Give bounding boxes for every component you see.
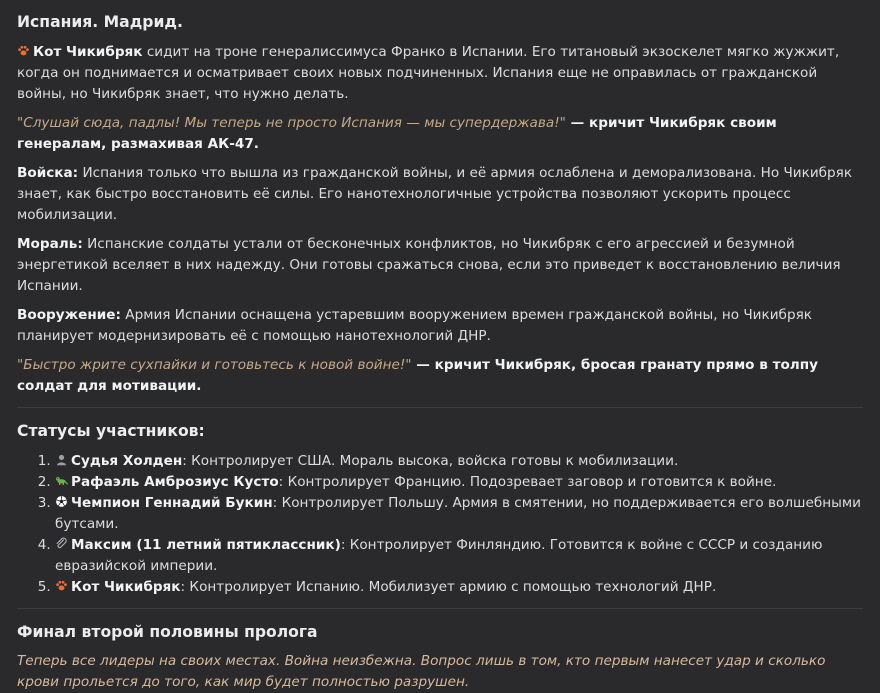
list-item <box>55 472 863 493</box>
list-item <box>55 577 863 598</box>
final-text: Теперь все лидеры на своих местах. Война неизбежна. Вопрос лишь в том, кто первым нанесет удар и сколько крови прольется до того, как мир будет полностью разрушен. <box>17 653 826 690</box>
status-name-0: Судья Холден <box>71 453 183 469</box>
morale-label: Мораль: <box>17 236 83 252</box>
morale-paragraph <box>17 234 863 297</box>
status-text-4: : Контролирует Испанию. Мобилизует армию с помощью технологий ДНР. <box>180 579 717 595</box>
status-text-3: : Контролирует Финляндию. Готовится к войне с СССР и созданию евразийской империи. <box>55 537 823 574</box>
quote-rest-2: — кричит Чикибряк, бросая гранату прямо в толпу солдат для мотивации. <box>17 357 819 394</box>
status-name-1: Рафаэль Амброзиус Кусто <box>71 474 279 490</box>
final-title: Финал второй половины пролога <box>17 608 863 644</box>
morale-text: Испанские солдаты устали от бесконечных конфликтов, но Чикибряк с его агрессией и безумной энергетикой вселяет в них надежду. Они готовы сражаться снова, если это приведет к восстановлению величия Испании. <box>17 236 841 294</box>
quote-text-2: "Быстро жрите сухпайки и готовьтесь к новой войне!" <box>17 357 412 373</box>
weapons-text: Армия Испании оснащена устаревшим вооружением времен гражданской войны, но Чикибряк планирует модернизировать её с помощью нанотехнологий ДНР. <box>17 307 812 344</box>
soccer-ball-icon <box>55 495 68 508</box>
status-text-1: : Контролирует Францию. Подозревает заговор и готовится к войне. <box>278 474 777 490</box>
list-item <box>55 451 863 472</box>
list-item <box>55 535 863 577</box>
quote-paragraph-2 <box>17 355 863 397</box>
status-text-2: : Контролирует Польшу. Армия в смятении, но поддерживается его волшебными бутсами. <box>55 495 861 532</box>
list-item <box>55 493 863 535</box>
weapons-paragraph <box>17 305 863 347</box>
troops-text: Испания только что вышла из гражданской войны, и её армия ослаблена и деморализована. Но Чикибряк знает, как быстро восстановить её силы. Его нанотехнологичные устройства позволяют ускорить процесс мобилизации. <box>17 165 853 223</box>
paperclip-icon <box>55 537 68 550</box>
paw-icon <box>17 44 30 57</box>
paw-icon <box>55 579 68 592</box>
troops-paragraph <box>17 163 863 226</box>
quote-rest-1: — кричит Чикибряк своим генералам, размахивая АК-47. <box>17 115 777 152</box>
bust-icon <box>55 453 68 466</box>
intro-paragraph <box>17 42 863 105</box>
page-title: Испания. Мадрид. <box>17 13 183 31</box>
status-name-4: Кот Чикибряк <box>71 579 181 595</box>
lizard-icon <box>55 474 68 487</box>
statuses-list <box>17 451 863 598</box>
intro-name: Кот Чикибряк <box>33 44 143 60</box>
weapons-label: Вооружение: <box>17 307 121 323</box>
statuses-title: Статусы участников: <box>17 407 863 443</box>
quote-paragraph-1 <box>17 113 863 155</box>
status-name-2: Чемпион Геннадий Букин <box>71 495 273 511</box>
quote-text-1: "Слушай сюда, падлы! Мы теперь не просто Испания — мы супердержава!" <box>17 115 566 131</box>
status-text-0: : Контролирует США. Мораль высока, войска готовы к мобилизации. <box>182 453 679 469</box>
intro-text: сидит на троне генералиссимуса Франко в Испании. Его титановый экзоскелет мягко жужжит, когда он поднимается и осматривает своих новых подчиненных. Испания еще не оправилась от гражданской войны, но Чикибряк знает, что нужно делать. <box>17 44 840 102</box>
troops-label: Войска: <box>17 165 79 181</box>
status-name-3: Максим (11 летний пятиклассник) <box>71 537 341 553</box>
